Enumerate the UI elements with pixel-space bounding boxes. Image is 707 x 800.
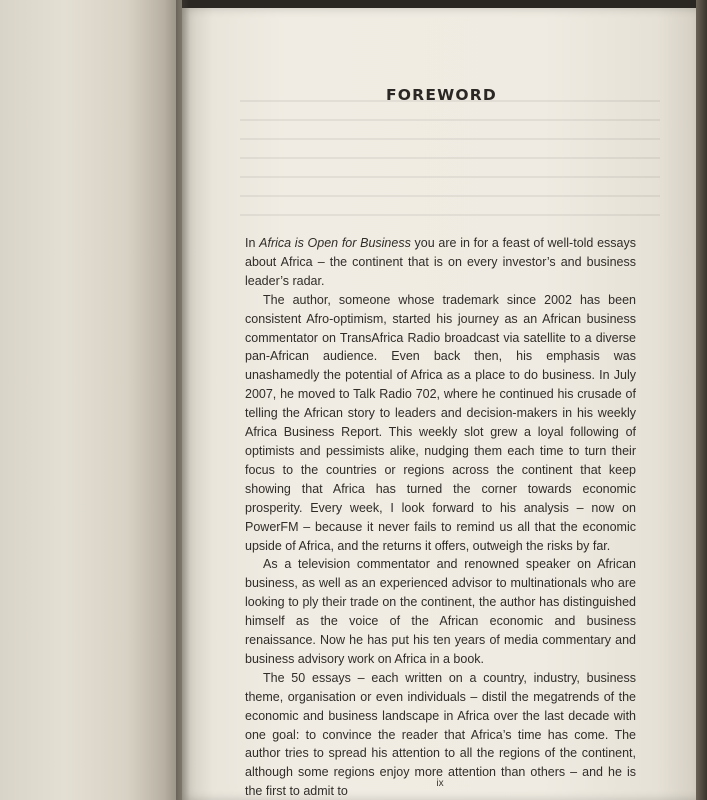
page-title: FOREWORD [386,86,497,104]
paragraph-4: The 50 essays – each written on a country, industry, business theme, organisation or even individuals – distil the megatrends of the economic and business landscape in Africa over the last decade with one goal: to convince the reader that Africa’s time has come. The author tries to spread his attention to all the regions of the continent, although some regions enjoy more attention than others – and he is the first to admit to [245,670,636,799]
paragraph-1-rest: you are in for a feast of well-told essays about Africa – the continent that is on every investor’s and business leader’s radar. [245,236,636,288]
paragraph-1 [245,234,636,291]
show-through [240,100,660,230]
page-number: ix [436,778,444,789]
left-page [0,0,182,800]
paragraph-2: The author, someone whose trademark since 2002 has been consistent Afro-optimism, started his journey as an African business commentator on TransAfrica Radio broadcast via satellite to a diverse pan-African audience. Even back then, his emphasis was unashamedly the potential of Africa as a place to do business. In July 2007, he moved to Talk Radio 702, where he continued his crusade of telling the African story to leaders and decision-makers in his weekly Africa Business Report. This weekly slot grew a loyal following of optimists and pessimists alike, nudging them each time to turn their focus to the countries or regions across the continent that keep showing that Africa has turned the corner towards economic prosperity. Every week, I look forward to his analysis – now on PowerFM – because it never fails to remind us all that the economic upside of Africa, and the returns it offers, outweigh the risks by far. [245,292,636,553]
book-gutter [176,0,190,800]
paragraph-1-lead: In [245,236,260,250]
body-text [245,234,636,800]
book-title-italic: Africa is Open for Business [259,236,411,250]
page-edge [696,0,707,800]
paragraph-3: As a television commentator and renowned speaker on African business, as well as an experienced advisor to multinationals who are looking to ply their trade on the continent, the author has distinguished himself as the voice of the African economic and business renaissance. Now he has put his ten years of media commentary and business advisory work on Africa in a book. [245,557,636,666]
